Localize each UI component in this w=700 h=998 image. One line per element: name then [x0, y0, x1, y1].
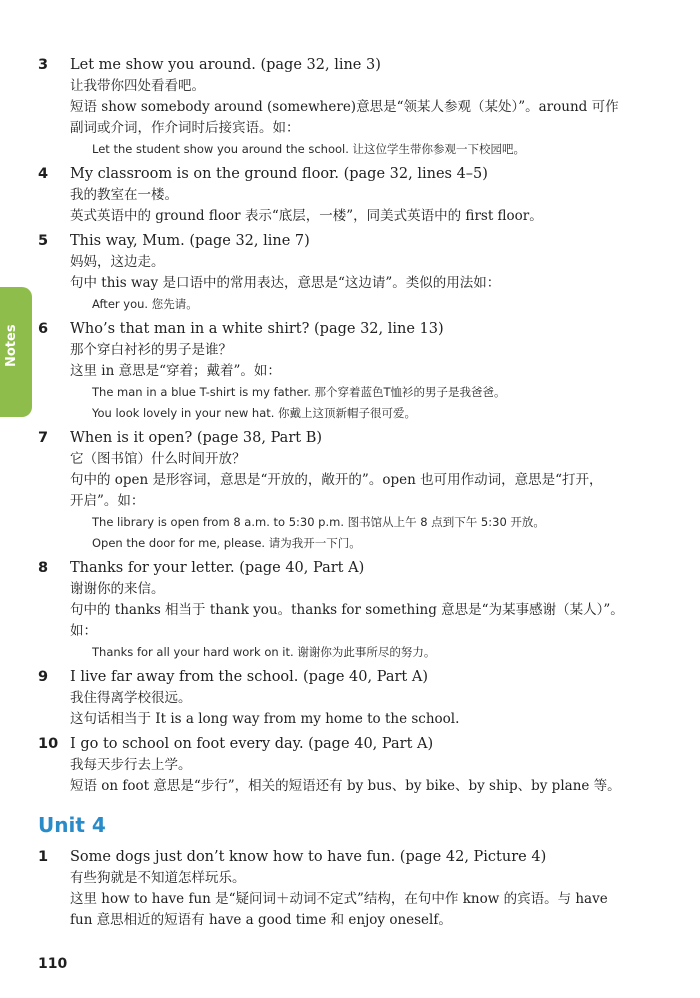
- note-body: [70, 164, 678, 227]
- note-title: Who’s that man in a white shirt? (page 32, line 13): [70, 321, 444, 337]
- note-title: Some dogs just don’t know how to have fun. (page 42, Picture 4): [70, 849, 547, 865]
- note-body: [70, 558, 678, 663]
- note-explanation-line: 开启”。如：: [70, 493, 145, 509]
- note-body: [70, 667, 678, 730]
- note-number: 1: [38, 849, 49, 865]
- note-explanation-line: 我住得离学校很远。: [70, 690, 192, 706]
- note-number: 6: [38, 321, 49, 337]
- note-title: Let me show you around. (page 32, line 3): [70, 57, 381, 73]
- unit4-notes: [38, 847, 678, 931]
- note-title: This way, Mum. (page 32, line 7): [70, 233, 310, 249]
- note-explanation-line: 妈妈，这边走。: [70, 254, 165, 270]
- note-item: [38, 667, 678, 730]
- note-body: [70, 231, 678, 315]
- note-explanation-line: 短语 show somebody around (somewhere)意思是“领某人参观（某处）”。around 可作: [70, 99, 619, 115]
- note-number: 5: [38, 233, 49, 249]
- note-item: [38, 734, 678, 797]
- note-explanation-line: 短语 on foot 意思是“步行”，相关的短语还有 by bus、by bike、by ship、by plane 等。: [70, 778, 621, 794]
- note-explanation-line: 我的教室在一楼。: [70, 187, 178, 203]
- unit4-heading: Unit 4: [38, 813, 106, 837]
- unit3-notes: [38, 55, 678, 797]
- note-explanation-line: 让我带你四处看看吧。: [70, 78, 205, 94]
- note-title: When is it open? (page 38, Part B): [70, 430, 323, 446]
- note-title: I go to school on foot every day. (page 40, Part A): [70, 736, 434, 752]
- note-example: Thanks for all your hard work on it. 谢谢你为此事所尽的努力。: [92, 645, 436, 659]
- note-item: [38, 558, 678, 663]
- note-explanation-line: 有些狗就是不知道怎样玩乐。: [70, 870, 246, 886]
- note-explanation-line: 句中的 open 是形容词，意思是“开放的，敞开的”。open 也可用作动词，意思是“打开，: [70, 472, 603, 488]
- note-number: 8: [38, 560, 49, 576]
- note-item: [38, 231, 678, 315]
- note-item: [38, 847, 678, 931]
- note-number: 9: [38, 669, 49, 685]
- note-example: After you. 您先请。: [92, 297, 198, 311]
- note-item: [38, 164, 678, 227]
- page-number: 110: [38, 956, 68, 972]
- note-number: 3: [38, 57, 49, 73]
- note-title: I live far away from the school. (page 40, Part A): [70, 669, 428, 685]
- note-example: You look lovely in your new hat. 你戴上这顶新帽子很可爱。: [92, 406, 417, 420]
- note-example: The man in a blue T-shirt is my father. 那个穿着蓝色T恤衫的男子是我爸爸。: [92, 385, 506, 399]
- note-explanation-line: 副词或介词，作介词时后接宾语。如：: [70, 120, 300, 136]
- note-explanation-line: 这句话相当于 It is a long way from my home to the school.: [70, 711, 460, 727]
- note-explanation-line: 谢谢你的来信。: [70, 581, 165, 597]
- note-number: 7: [38, 430, 49, 446]
- note-body: [70, 734, 678, 797]
- notes-content: [38, 55, 678, 935]
- notes-side-tab-label: Notes: [4, 324, 19, 367]
- note-explanation-line: 这里 in 意思是“穿着；戴着”。如：: [70, 363, 281, 379]
- note-explanation-line: 我每天步行去上学。: [70, 757, 192, 773]
- note-example: Open the door for me, please. 请为我开一下门。: [92, 536, 361, 550]
- note-number: 4: [38, 166, 49, 182]
- note-title: Thanks for your letter. (page 40, Part A): [70, 560, 365, 576]
- note-number: 10: [38, 736, 59, 752]
- note-explanation-line: 它（图书馆）什么时间开放？: [70, 451, 246, 467]
- note-item: [38, 319, 678, 424]
- note-item: [38, 428, 678, 554]
- note-explanation-line: fun 意思相近的短语有 have a good time 和 enjoy oneself。: [70, 912, 452, 928]
- note-explanation-line: 句中的 thanks 相当于 thank you。thanks for something 意思是“为某事感谢（某人）”。: [70, 602, 624, 618]
- note-title: My classroom is on the ground floor. (page 32, lines 4–5): [70, 166, 488, 182]
- note-body: [70, 428, 678, 554]
- note-example: Let the student show you around the school. 让这位学生带你参观一下校园吧。: [92, 142, 526, 156]
- note-item: [38, 55, 678, 160]
- note-explanation-line: 那个穿白衬衫的男子是谁？: [70, 342, 232, 358]
- note-body: [70, 319, 678, 424]
- note-body: [70, 55, 678, 160]
- note-explanation-line: 句中 this way 是口语中的常用表达，意思是“这边请”。类似的用法如：: [70, 275, 501, 291]
- note-explanation-line: 如：: [70, 623, 97, 639]
- note-explanation-line: 英式英语中的 ground floor 表示“底层，一楼”，同美式英语中的 first floor。: [70, 208, 543, 224]
- note-body: [70, 847, 678, 931]
- notes-side-tab: [0, 287, 32, 417]
- note-explanation-line: 这里 how to have fun 是“疑问词＋动词不定式”结构，在句中作 know 的宾语。与 have: [70, 891, 608, 907]
- note-example: The library is open from 8 a.m. to 5:30 p.m. 图书馆从上午 8 点到下午 5:30 开放。: [92, 515, 545, 529]
